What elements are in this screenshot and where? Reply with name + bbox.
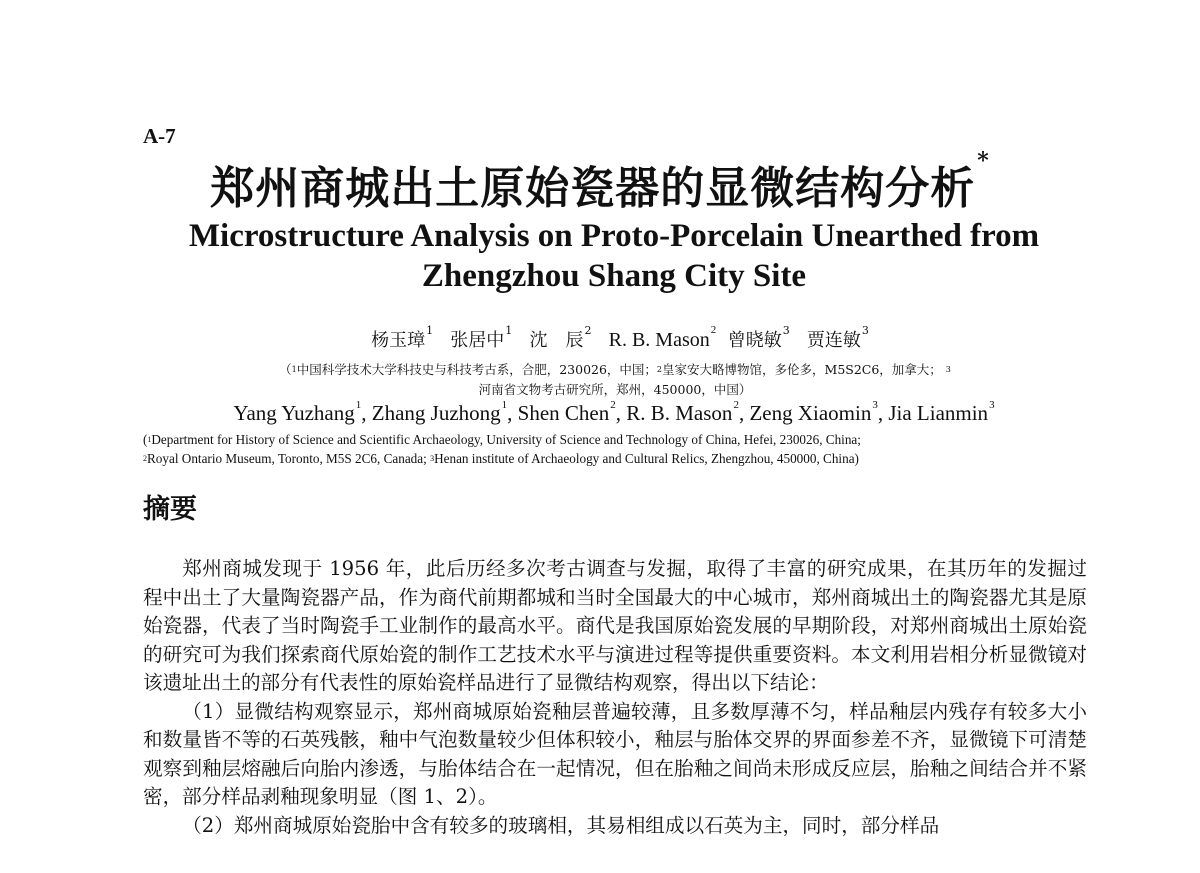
title-english-line-1: Microstructure Analysis on Proto-Porcelain Unearthed from <box>188 218 1040 254</box>
abstract-paragraph: 郑州商城发现于 1956 年，此后历经多次考古调查与发掘，取得了丰富的研究成果，在其历年的发掘过程中出土了大量陶瓷器产品，作为商代前期都城和当时全国最大的中心城市，郑州商城出土的陶瓷器尤其是原始瓷器，代表了当时陶瓷手工业制作的最高水平。商代是我国原始瓷发展的早期阶段，对郑州商城出土原始瓷的研究可为我们探索商代原始瓷的制作工艺技术水平与演进过程等提供重要资料。本文利用岩相分析显微镜对该遗址出土的部分有代表性的原始瓷样品进行了显微结构观察，得出以下结论： <box>143 557 1087 694</box>
author-en: Yang Yuzhang$^1$ <box>233 399 362 425</box>
title-english <box>0 216 1200 296</box>
title-footnote-mark: * <box>977 148 990 174</box>
author-cn: 曾晓敏$^3$ <box>727 324 790 351</box>
abstract-body <box>143 555 1087 840</box>
section-label: A-7 <box>143 124 176 148</box>
author-en: Shen Chen$^2$ <box>517 399 616 425</box>
author-en: Zeng Xiaomin$^3$ <box>749 399 878 425</box>
author-cn: 贾连敏$^3$ <box>806 324 869 351</box>
author-cn: 沈 辰$^2$ <box>529 324 592 351</box>
author-en: Zhang Juzhong$^1$ <box>371 399 508 425</box>
author-cn: 杨玉璋$^1$ <box>371 324 434 351</box>
affiliations-chinese: （$^1$中国科学技术大学科技史与科技考古系，合肥，230026，中国；$^2$皇家安大略博物馆，多伦多，M5S2C6，加拿大； $^3$河南省文物考古研究所，郑州，450000，中国） <box>279 362 951 397</box>
authors-english: Yang Yuzhang$^1$, Zhang Juzhong$^1$, Shen Chen$^2$, R. B. Mason$^2$, Zeng Xiaomin$^3$, Jia Lianmin$^3$ <box>233 399 995 425</box>
title-english-line-2: Zhengzhou Shang City Site <box>421 258 807 294</box>
author-en: R. B. Mason$^2$ <box>626 399 739 425</box>
abstract-paragraph: （1）显微结构观察显示，郑州商城原始瓷釉层普遍较薄，且多数厚薄不匀，样品釉层内残存有较多大小和数量皆不等的石英残骸，釉中气泡数量较少但体积较小，釉层与胎体交界的界面参差不齐，显微镜下可清楚观察到釉层熔融后向胎内渗透，与胎体结合在一起情况，但在胎釉之间尚未形成反应层，胎釉之间结合并不紧密，部分样品剥釉现象明显（图 1、2）。 <box>143 699 1087 808</box>
author-cn: 张居中$^1$ <box>450 324 513 351</box>
affiliations-english: ($^1$Department for History of Science and Scientific Archaeology, University of Science and Technology of China, Hefei, 230026, China; $^2$Royal Ontario Museum, Toronto, M5S 2C6, Canada; $^3$Henan institute of Archaeology and Cultural Relics, Zhengzhou, 450000, China) <box>143 432 861 466</box>
abstract-heading: 摘要 <box>143 494 197 525</box>
authors-chinese <box>0 326 1200 352</box>
title-chinese <box>0 148 1200 216</box>
abstract-paragraph: （2）郑州商城原始瓷胎中含有较多的玻璃相，其易相组成以石英为主，同时，部分样品 <box>182 813 940 837</box>
title-chinese-text: 郑州商城出土原始瓷器的显微结构分析 <box>210 163 976 214</box>
author-cn: R. B. Mason$^2$ <box>608 324 717 351</box>
author-en: Jia Lianmin$^3$ <box>888 399 995 425</box>
